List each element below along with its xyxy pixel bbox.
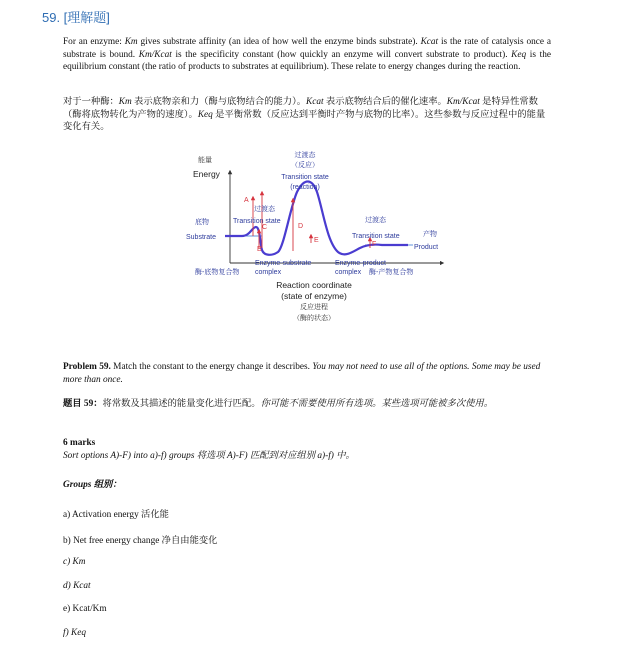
kcat-term: Kcat <box>306 97 324 107</box>
es-complex-en2: complex <box>255 269 282 276</box>
intro-text: 是平衡常数（反应达到平衡时产物与底物的比率）。这些参数与反应过程中的能量变化有关。 <box>63 109 546 132</box>
letter-c: C <box>262 224 268 231</box>
problem-english <box>63 361 551 386</box>
xaxis-label-zh2: （酶的状态） <box>293 315 335 322</box>
ts-center-en1: Transition state <box>281 174 329 181</box>
km-term: Km <box>118 97 132 107</box>
question-heading: 59. [理解题] <box>42 10 110 25</box>
ts-right-zh: 过渡态 <box>365 217 386 224</box>
letter-f: F <box>372 241 377 248</box>
ts-center-zh2: （反应） <box>291 162 319 169</box>
energy-label-en: Energy <box>193 169 220 179</box>
ep-complex-zh: 酶-产物复合物 <box>369 269 414 276</box>
es-complex-zh: 酶-底物复合物 <box>195 269 240 276</box>
problem-label: 题目 59： <box>63 399 103 409</box>
problem-note: 你可能不需要使用所有选项。某些选项可能被多次使用。 <box>260 399 493 409</box>
ep-complex-en2: complex <box>335 269 362 276</box>
intro-text: 表示底物亲和力（酶与底物结合的能力）。 <box>131 97 307 107</box>
group-item-a: a) Activation energy 活化能 <box>63 510 169 520</box>
marks-label: 6 marks <box>63 438 96 448</box>
problem-text: 将常数及其描述的能量变化进行匹配。 <box>102 399 261 409</box>
xaxis-label-zh1: 反应进程 <box>300 304 328 311</box>
intro-english <box>63 36 551 74</box>
group-item-e: e) Kcat/Km <box>63 604 107 614</box>
intro-text: is the rate of catalysis once a substrate is bound. <box>63 37 551 60</box>
substrate-label-zh: 底物 <box>195 219 209 226</box>
intro-text: 表示底物结合后的催化速率。 <box>323 97 447 107</box>
letter-a: A <box>244 197 249 204</box>
group-item-b: b) Net free energy change 净自由能变化 <box>63 536 218 546</box>
energy-diagram <box>180 148 450 326</box>
kcat-term: Kcat <box>420 37 439 47</box>
problem-text: Match the constant to the energy change it describes. <box>110 362 313 372</box>
product-label-zh: 产物 <box>423 231 437 238</box>
groups-title: Groups 组别： <box>63 480 122 490</box>
keq-term: Keq <box>197 109 213 120</box>
product-label-en: Product <box>414 244 439 251</box>
ts-center-en2: (reaction) <box>290 184 320 191</box>
ts-right-en: Transition state <box>352 233 400 240</box>
problem-label: Problem 59. <box>63 362 111 372</box>
intro-text: For an enzyme: <box>63 37 125 47</box>
kmkcat-term: Km/Kcat <box>138 49 172 60</box>
ep-complex-en1: Enzyme-product <box>335 260 386 267</box>
group-item-c: c) Km <box>63 557 86 567</box>
letter-d: D <box>298 223 304 230</box>
xaxis-label-en2: (state of enzyme) <box>281 291 347 301</box>
group-item-f: f) Keq <box>63 628 86 638</box>
sort-instruction: Sort options A)-F) into a)-f) groups 将选项 A)-F) 匹配到对应组别 a)-f) 中。 <box>63 451 355 461</box>
es-complex-en1: Enzyme-substrate <box>255 260 312 267</box>
energy-label-zh: 能量 <box>198 157 212 164</box>
letter-e: E <box>314 237 319 244</box>
keq-term: Keq <box>511 49 527 60</box>
intro-text: is the equilibrium constant (the ratio of products to substrates at equilibrium). These relate to energy changes during the reaction. <box>63 49 551 72</box>
km-term: Km <box>124 37 138 47</box>
intro-text: is the specificity constant (how quickly an enzyme will convert substrate to product). <box>171 49 512 60</box>
ts-left-zh: 过渡态 <box>254 206 275 213</box>
kmkcat-term: Km/Kcat <box>446 97 480 107</box>
substrate-label-en: Substrate <box>186 234 216 241</box>
intro-chinese <box>63 96 551 134</box>
problem-note: You may not need to use all of the options. Some may be used more than once. <box>63 362 541 385</box>
intro-text: gives substrate affinity (an idea of how well the enzyme binds substrate). <box>137 37 421 47</box>
ts-center-zh1: 过渡态 <box>294 152 316 159</box>
xaxis-label-en1: Reaction coordinate <box>276 280 352 290</box>
intro-text: 对于一种酶： <box>63 97 119 107</box>
letter-b: B <box>257 246 262 253</box>
ts-left-en: Transition state <box>233 218 281 225</box>
intro-text: 是特异性常数（酶将底物转化为产物的速度）。 <box>63 97 538 120</box>
problem-chinese <box>63 398 551 411</box>
group-item-d: d) Kcat <box>63 581 91 591</box>
